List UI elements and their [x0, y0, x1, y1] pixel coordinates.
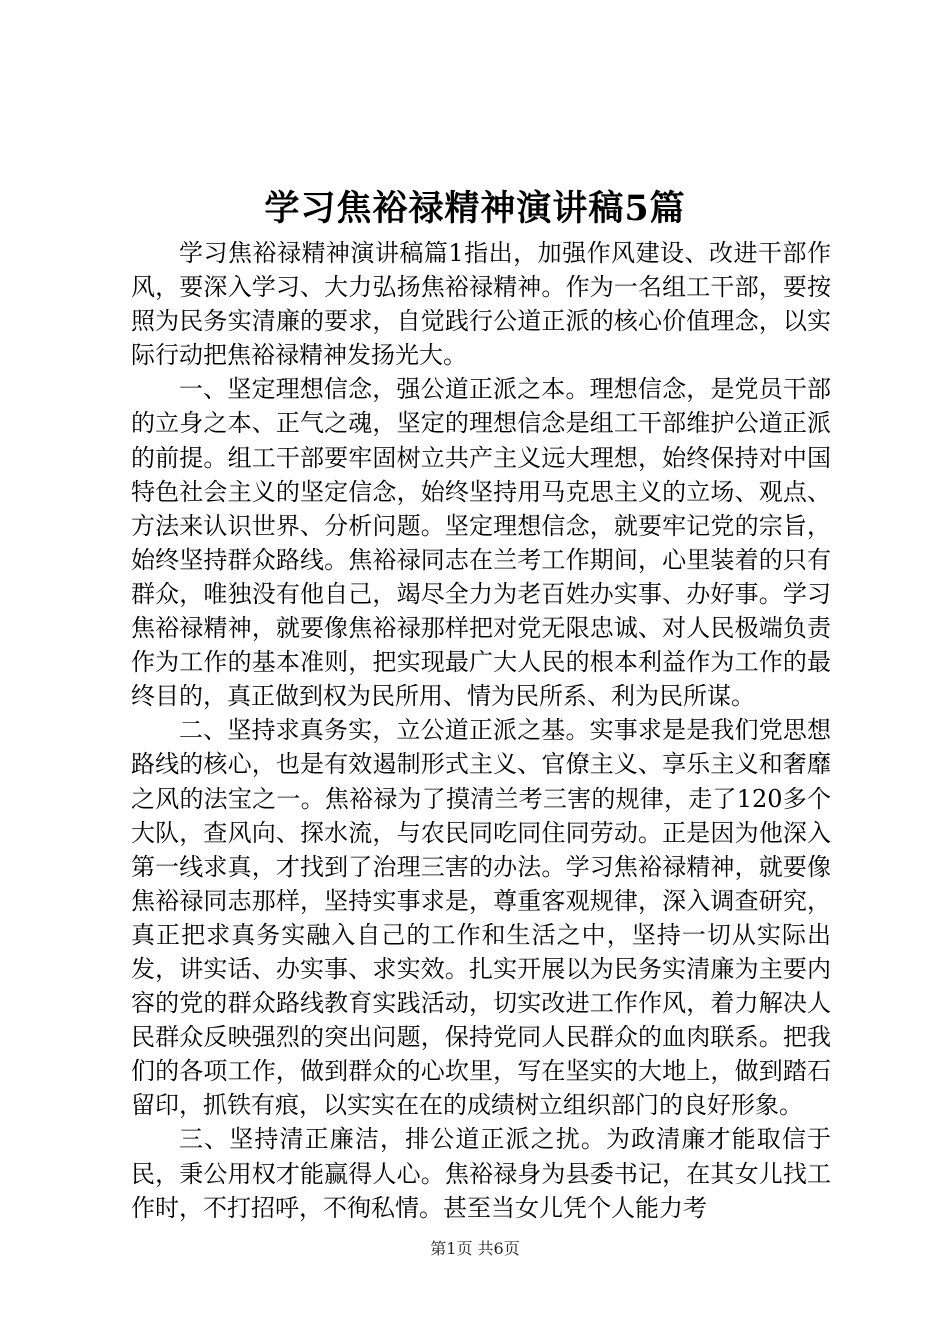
- paragraph-section-1: 一、坚定理想信念，强公道正派之本。理想信念，是党员干部的立身之本、正气之魂，坚定的理想信念是组工干部维护公道正派的前提。组工干部要牢固树立共产主义远大理想，始终保持对中国特色社会主义的坚定信念，始终坚持用马克思主义的立场、观点、方法来认识世界、分析问题。坚定理想信念，就要牢记党的宗旨，始终坚持群众路线。焦裕禄同志在兰考工作期间，心里装着的只有群众，唯独没有他自己，竭尽全力为老百姓办实事、办好事。学习焦裕禄精神，就要像焦裕禄那样把对党无限忠诚、对人民极端负责作为工作的基本准则，把实现最广大人民的根本利益作为工作的最终目的，真正做到权为民所用、情为民所系、利为民所谋。: [131, 375, 831, 711]
- document-body: [131, 236, 831, 1225]
- page-number-footer: 第1页 共6页: [430, 1239, 520, 1258]
- document-title: 学习焦裕禄精神演讲稿5篇: [264, 188, 686, 229]
- paragraph-intro: 学习焦裕禄精神演讲稿篇1指出，加强作风建设、改进干部作风，要深入学习、大力弘扬焦裕禄精神。作为一名组工干部，要按照为民务实清廉的要求，自觉践行公道正派的核心价值理念，以实际行动把焦裕禄精神发扬光大。: [131, 239, 831, 370]
- paragraph-section-2: 二、坚持求真务实，立公道正派之基。实事求是是我们党思想路线的核心，也是有效遏制形式主义、官僚主义、享乐主义和奢靡之风的法宝之一。焦裕禄为了摸清兰考三害的规律，走了120多个大队，查风向、探水流，与农民同吃同住同劳动。正是因为他深入第一线求真，才找到了治理三害的办法。学习焦裕禄精神，就要像焦裕禄同志那样，坚持实事求是，尊重客观规律，深入调查研究，真正把求真务实融入自己的工作和生活之中，坚持一切从实际出发，讲实话、办实事、求实效。扎实开展以为民务实清廉为主要内容的党的群众路线教育实践活动，切实改进工作作风，着力解决人民群众反映强烈的突出问题，保持党同人民群众的血肉联系。把我们的各项工作，做到群众的心坎里，写在坚实的大地上，做到踏石留印，抓铁有痕，以实实在在的成绩树立组织部门的良好形象。: [131, 716, 831, 1120]
- paragraph-section-3: 三、坚持清正廉洁，排公道正派之扰。为政清廉才能取信于民，秉公用权才能赢得人心。焦裕禄身为县委书记，在其女儿找工作时，不打招呼，不徇私情。甚至当女儿凭个人能力考: [131, 1125, 831, 1222]
